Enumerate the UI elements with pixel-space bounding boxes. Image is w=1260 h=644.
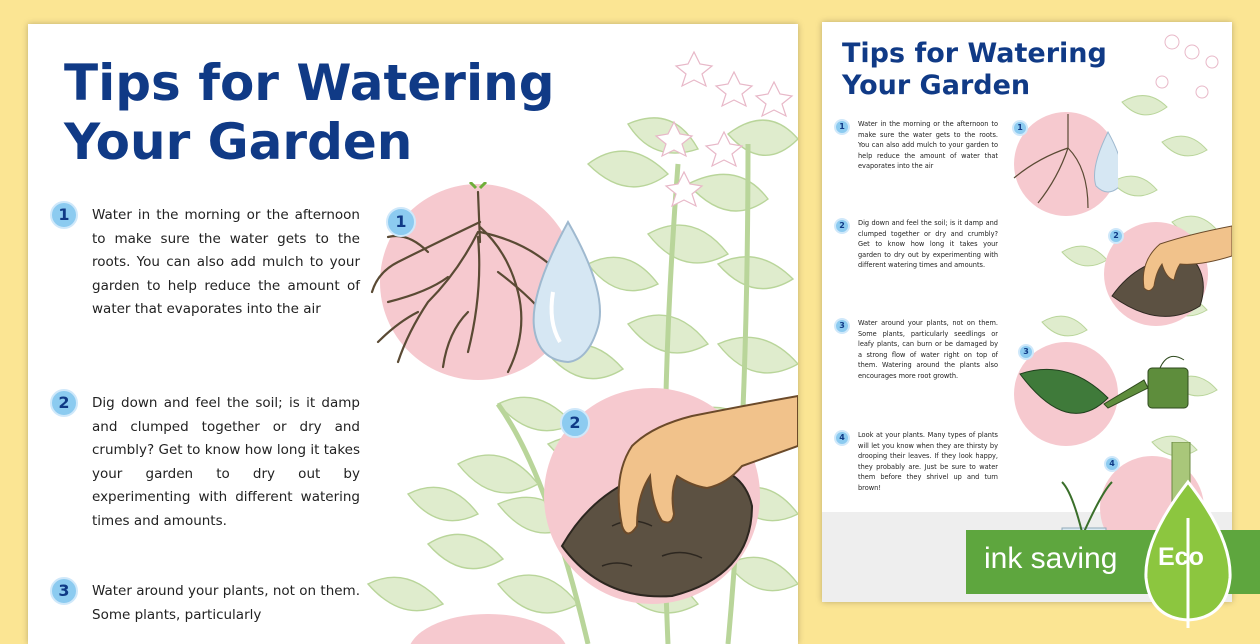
small-tip-3-text: Water around your plants, not on them. Some plants, particularly seedlings or leafy plants, can burn or be damaged by a strong flow of water right on top of them. Watering around the plants also encourages more root growth. — [858, 319, 998, 380]
small-tip-4 — [839, 430, 998, 494]
small-tip-2 — [839, 218, 998, 271]
small-tip-number-2: 2 — [834, 218, 850, 234]
small-tip-3 — [839, 318, 998, 382]
eco-label: Eco — [1158, 543, 1204, 571]
small-tip-1 — [839, 119, 998, 172]
tip-1-text: Water in the morning or the afternoon to make sure the water gets to the roots. You can also add mulch to your garden to help reduce the amount of water that evaporates into the air — [92, 207, 360, 317]
leaf-watering-can-illustration-small — [1008, 338, 1228, 448]
tip-3 — [58, 580, 360, 627]
title-line-2: Your Garden — [64, 113, 413, 171]
small-illustration-number-1: 1 — [1012, 120, 1028, 136]
illustration-3-partial — [408, 614, 568, 644]
small-illustration-number-2: 2 — [1108, 228, 1124, 244]
ink-saving-text: ink saving — [984, 542, 1118, 575]
small-tip-4-text: Look at your plants. Many types of plants will let you know when they are thirsty by drooping their leaves. If they look happy, they probably are. Just be sure to water them before they shrivel up and turn brown! — [858, 431, 998, 492]
small-tip-2-text: Dig down and feel the soil; is it damp and clumped together or dry and crumbly? Get to know how long it takes your garden to dry out by experimenting with different watering times and amounts. — [858, 219, 998, 270]
page-title — [64, 54, 584, 172]
small-tip-number-3: 3 — [834, 318, 850, 334]
worksheet-preview-large — [28, 24, 798, 644]
small-title-line-2: Your Garden — [842, 69, 1031, 101]
small-tip-number-1: 1 — [834, 119, 850, 135]
title-line-1: Tips for Watering — [64, 54, 555, 112]
tip-2-text: Dig down and feel the soil; is it damp and clumped together or dry and crumbly? Get to know how long it takes your garden to dry out by experimenting with different watering times and amounts. — [92, 395, 360, 529]
illustration-number-2: 2 — [560, 408, 590, 438]
tip-number-1: 1 — [50, 201, 78, 229]
tip-number-3: 3 — [50, 577, 78, 605]
small-tip-1-text: Water in the morning or the afternoon to make sure the water gets to the roots. You can also add mulch to your garden to help reduce the amount of water that evaporates into the air — [858, 120, 998, 171]
small-title-line-1: Tips for Watering — [842, 38, 1107, 69]
small-tip-number-4: 4 — [834, 430, 850, 446]
tip-3-text: Water around your plants, not on them. Some plants, particularly — [92, 583, 360, 623]
tip-2 — [58, 392, 360, 533]
small-illustration-number-3: 3 — [1018, 344, 1034, 360]
tip-1 — [58, 204, 360, 322]
illustration-number-1: 1 — [386, 207, 416, 237]
tip-number-2: 2 — [50, 389, 78, 417]
page-title-small — [842, 38, 1142, 102]
small-illustration-number-4: 4 — [1104, 456, 1120, 472]
